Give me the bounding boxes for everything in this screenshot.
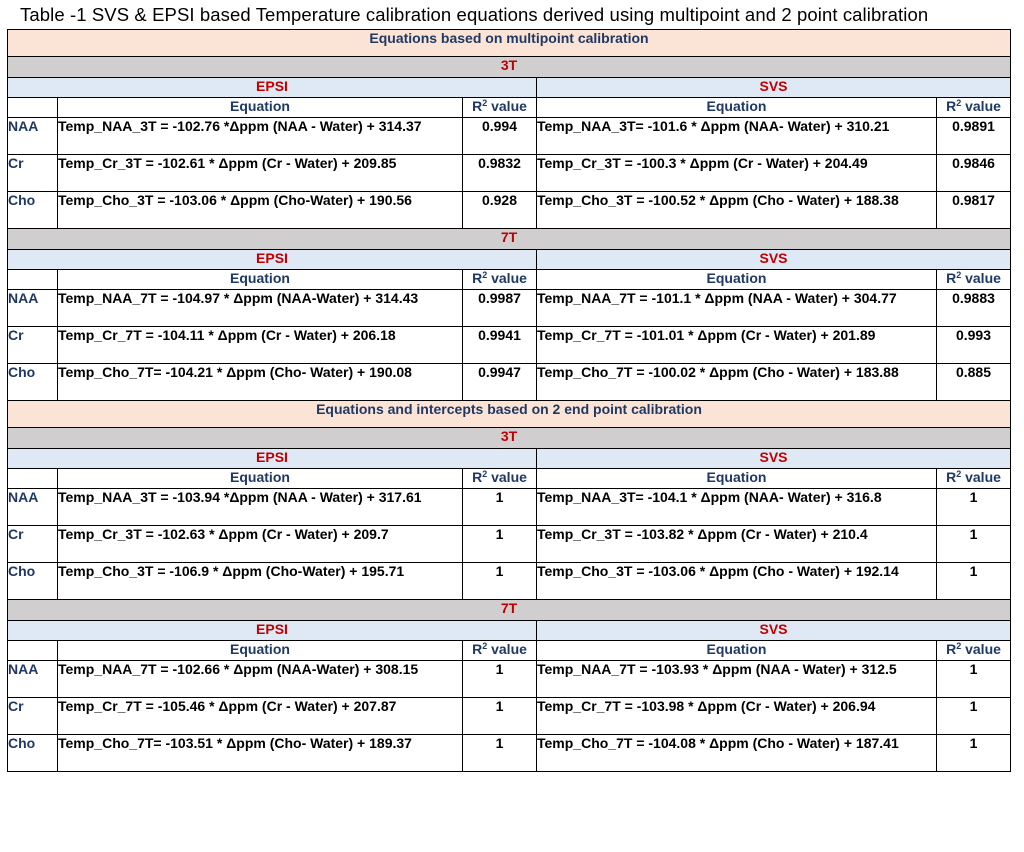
metabolite-label: NAA (8, 489, 58, 526)
epsi-r2-value: 0.9987 (463, 290, 537, 327)
metabolite-label: NAA (8, 118, 58, 155)
epsi-equation-header: Equation (58, 98, 463, 118)
r2-prefix: R (472, 270, 483, 286)
r2-superscript: 2 (956, 98, 962, 108)
r2-suffix: value (961, 641, 1001, 657)
r2-suffix: value (487, 641, 527, 657)
epsi-r2-value: 0.9832 (463, 155, 537, 192)
epsi-r2-header (463, 270, 537, 290)
field-strength-row (8, 229, 1011, 250)
r2-prefix: R (946, 641, 957, 657)
r2-superscript: 2 (482, 98, 488, 108)
table-caption: Table -1 SVS & EPSI based Temperature calibration equations derived using multipoint and 2 point calibration (20, 4, 929, 25)
svs-r2-value: 1 (937, 735, 1011, 772)
svs-r2-header (937, 98, 1011, 118)
metabolite-label: Cho (8, 563, 58, 600)
section-title-row (8, 30, 1011, 57)
svs-r2-value: 1 (937, 526, 1011, 563)
metabolite-label: Cho (8, 364, 58, 401)
calibration-table (7, 29, 1011, 772)
table-row (8, 364, 1011, 401)
metabolite-label: Cho (8, 735, 58, 772)
metabolite-label: NAA (8, 290, 58, 327)
svs-header: SVS (537, 78, 1011, 98)
epsi-equation: Temp_Cr_7T = -104.11 * Δppm (Cr - Water) + 206.18 (58, 327, 463, 364)
svs-equation: Temp_Cr_3T = -100.3 * Δppm (Cr - Water) + 204.49 (537, 155, 937, 192)
r2-prefix: R (472, 641, 483, 657)
epsi-header: EPSI (8, 621, 537, 641)
table-row (8, 290, 1011, 327)
svs-equation: Temp_Cho_3T = -103.06 * Δppm (Cho - Water) + 192.14 (537, 563, 937, 600)
epsi-r2-header (463, 98, 537, 118)
table-row (8, 661, 1011, 698)
epsi-equation: Temp_Cho_3T = -103.06 * Δppm (Cho-Water) + 190.56 (58, 192, 463, 229)
svs-r2-value: 0.9891 (937, 118, 1011, 155)
svs-r2-header (937, 270, 1011, 290)
svs-equation: Temp_NAA_3T= -101.6 * Δppm (NAA- Water) + 310.21 (537, 118, 937, 155)
svs-equation: Temp_Cho_7T = -104.08 * Δppm (Cho - Water) + 187.41 (537, 735, 937, 772)
r2-suffix: value (961, 270, 1001, 286)
epsi-equation: Temp_Cho_7T= -104.21 * Δppm (Cho- Water) + 190.08 (58, 364, 463, 401)
table-row (8, 735, 1011, 772)
method-header-row (8, 621, 1011, 641)
epsi-equation: Temp_Cr_3T = -102.61 * Δppm (Cr - Water) + 209.85 (58, 155, 463, 192)
section-title: Equations based on multipoint calibration (8, 30, 1011, 57)
metabolite-label: NAA (8, 661, 58, 698)
r2-prefix: R (946, 98, 957, 114)
r2-suffix: value (487, 270, 527, 286)
svs-r2-value: 0.993 (937, 327, 1011, 364)
table-row (8, 327, 1011, 364)
field-strength-row (8, 57, 1011, 78)
column-header-row (8, 270, 1011, 290)
svs-equation: Temp_NAA_7T = -101.1 * Δppm (NAA - Water) + 304.77 (537, 290, 937, 327)
section-title: Equations and intercepts based on 2 end point calibration (8, 401, 1011, 428)
field-strength-label: 7T (8, 600, 1011, 621)
r2-prefix: R (472, 98, 483, 114)
epsi-equation-header: Equation (58, 469, 463, 489)
table-row (8, 698, 1011, 735)
metabolite-label: Cho (8, 192, 58, 229)
r2-superscript: 2 (956, 469, 962, 479)
method-header-row (8, 449, 1011, 469)
field-strength-label: 7T (8, 229, 1011, 250)
field-strength-label: 3T (8, 428, 1011, 449)
field-strength-label: 3T (8, 57, 1011, 78)
epsi-r2-value: 0.928 (463, 192, 537, 229)
svs-equation: Temp_Cho_7T = -100.02 * Δppm (Cho - Water) + 183.88 (537, 364, 937, 401)
svs-equation: Temp_Cr_3T = -103.82 * Δppm (Cr - Water) + 210.4 (537, 526, 937, 563)
epsi-equation: Temp_Cho_7T= -103.51 * Δppm (Cho- Water) + 189.37 (58, 735, 463, 772)
r2-suffix: value (487, 98, 527, 114)
metabolite-label: Cr (8, 698, 58, 735)
epsi-equation: Temp_Cr_3T = -102.63 * Δppm (Cr - Water) + 209.7 (58, 526, 463, 563)
epsi-r2-value: 0.9947 (463, 364, 537, 401)
blank-header-cell (8, 469, 58, 489)
svs-r2-value: 0.9817 (937, 192, 1011, 229)
epsi-equation: Temp_NAA_7T = -104.97 * Δppm (NAA-Water) + 314.43 (58, 290, 463, 327)
epsi-r2-value: 1 (463, 698, 537, 735)
section-title-row (8, 401, 1011, 428)
epsi-equation-header: Equation (58, 270, 463, 290)
svs-equation-header: Equation (537, 641, 937, 661)
blank-header-cell (8, 98, 58, 118)
svs-equation: Temp_NAA_3T= -104.1 * Δppm (NAA- Water) + 316.8 (537, 489, 937, 526)
epsi-equation: Temp_NAA_7T = -102.66 * Δppm (NAA-Water) + 308.15 (58, 661, 463, 698)
table-row (8, 489, 1011, 526)
svs-r2-value: 1 (937, 489, 1011, 526)
epsi-r2-header (463, 641, 537, 661)
svs-header: SVS (537, 621, 1011, 641)
r2-superscript: 2 (956, 641, 962, 651)
table-row (8, 563, 1011, 600)
epsi-equation-header: Equation (58, 641, 463, 661)
table-row (8, 155, 1011, 192)
svs-equation: Temp_Cr_7T = -101.01 * Δppm (Cr - Water) + 201.89 (537, 327, 937, 364)
method-header-row (8, 250, 1011, 270)
epsi-equation: Temp_Cho_3T = -106.9 * Δppm (Cho-Water) + 195.71 (58, 563, 463, 600)
r2-superscript: 2 (956, 270, 962, 280)
metabolite-label: Cr (8, 526, 58, 563)
r2-suffix: value (961, 98, 1001, 114)
epsi-r2-header (463, 469, 537, 489)
blank-header-cell (8, 641, 58, 661)
blank-header-cell (8, 270, 58, 290)
epsi-equation: Temp_Cr_7T = -105.46 * Δppm (Cr - Water) + 207.87 (58, 698, 463, 735)
metabolite-label: Cr (8, 155, 58, 192)
r2-superscript: 2 (482, 641, 488, 651)
column-header-row (8, 98, 1011, 118)
r2-superscript: 2 (482, 469, 488, 479)
svs-equation-header: Equation (537, 270, 937, 290)
svs-equation-header: Equation (537, 469, 937, 489)
svs-header: SVS (537, 449, 1011, 469)
epsi-r2-value: 1 (463, 661, 537, 698)
svs-equation: Temp_Cho_3T = -100.52 * Δppm (Cho - Water) + 188.38 (537, 192, 937, 229)
epsi-equation: Temp_NAA_3T = -103.94 *Δppm (NAA - Water) + 317.61 (58, 489, 463, 526)
svs-r2-value: 0.9846 (937, 155, 1011, 192)
svs-r2-value: 1 (937, 698, 1011, 735)
epsi-r2-value: 1 (463, 735, 537, 772)
r2-superscript: 2 (482, 270, 488, 280)
svs-equation: Temp_Cr_7T = -103.98 * Δppm (Cr - Water) + 206.94 (537, 698, 937, 735)
svs-r2-value: 1 (937, 661, 1011, 698)
epsi-header: EPSI (8, 78, 537, 98)
table-row (8, 118, 1011, 155)
r2-prefix: R (946, 270, 957, 286)
field-strength-row (8, 600, 1011, 621)
epsi-header: EPSI (8, 449, 537, 469)
svs-header: SVS (537, 250, 1011, 270)
epsi-r2-value: 0.994 (463, 118, 537, 155)
column-header-row (8, 641, 1011, 661)
svs-equation: Temp_NAA_7T = -103.93 * Δppm (NAA - Water) + 312.5 (537, 661, 937, 698)
table-row (8, 526, 1011, 563)
field-strength-row (8, 428, 1011, 449)
svs-r2-value: 0.885 (937, 364, 1011, 401)
epsi-r2-value: 1 (463, 489, 537, 526)
epsi-r2-value: 1 (463, 526, 537, 563)
r2-suffix: value (487, 469, 527, 485)
metabolite-label: Cr (8, 327, 58, 364)
svs-r2-header (937, 469, 1011, 489)
r2-prefix: R (946, 469, 957, 485)
table-row (8, 192, 1011, 229)
method-header-row (8, 78, 1011, 98)
svs-r2-value: 0.9883 (937, 290, 1011, 327)
epsi-equation: Temp_NAA_3T = -102.76 *Δppm (NAA - Water) + 314.37 (58, 118, 463, 155)
r2-prefix: R (472, 469, 483, 485)
svs-equation-header: Equation (537, 98, 937, 118)
column-header-row (8, 469, 1011, 489)
epsi-r2-value: 1 (463, 563, 537, 600)
epsi-header: EPSI (8, 250, 537, 270)
epsi-r2-value: 0.9941 (463, 327, 537, 364)
r2-suffix: value (961, 469, 1001, 485)
svs-r2-header (937, 641, 1011, 661)
svs-r2-value: 1 (937, 563, 1011, 600)
